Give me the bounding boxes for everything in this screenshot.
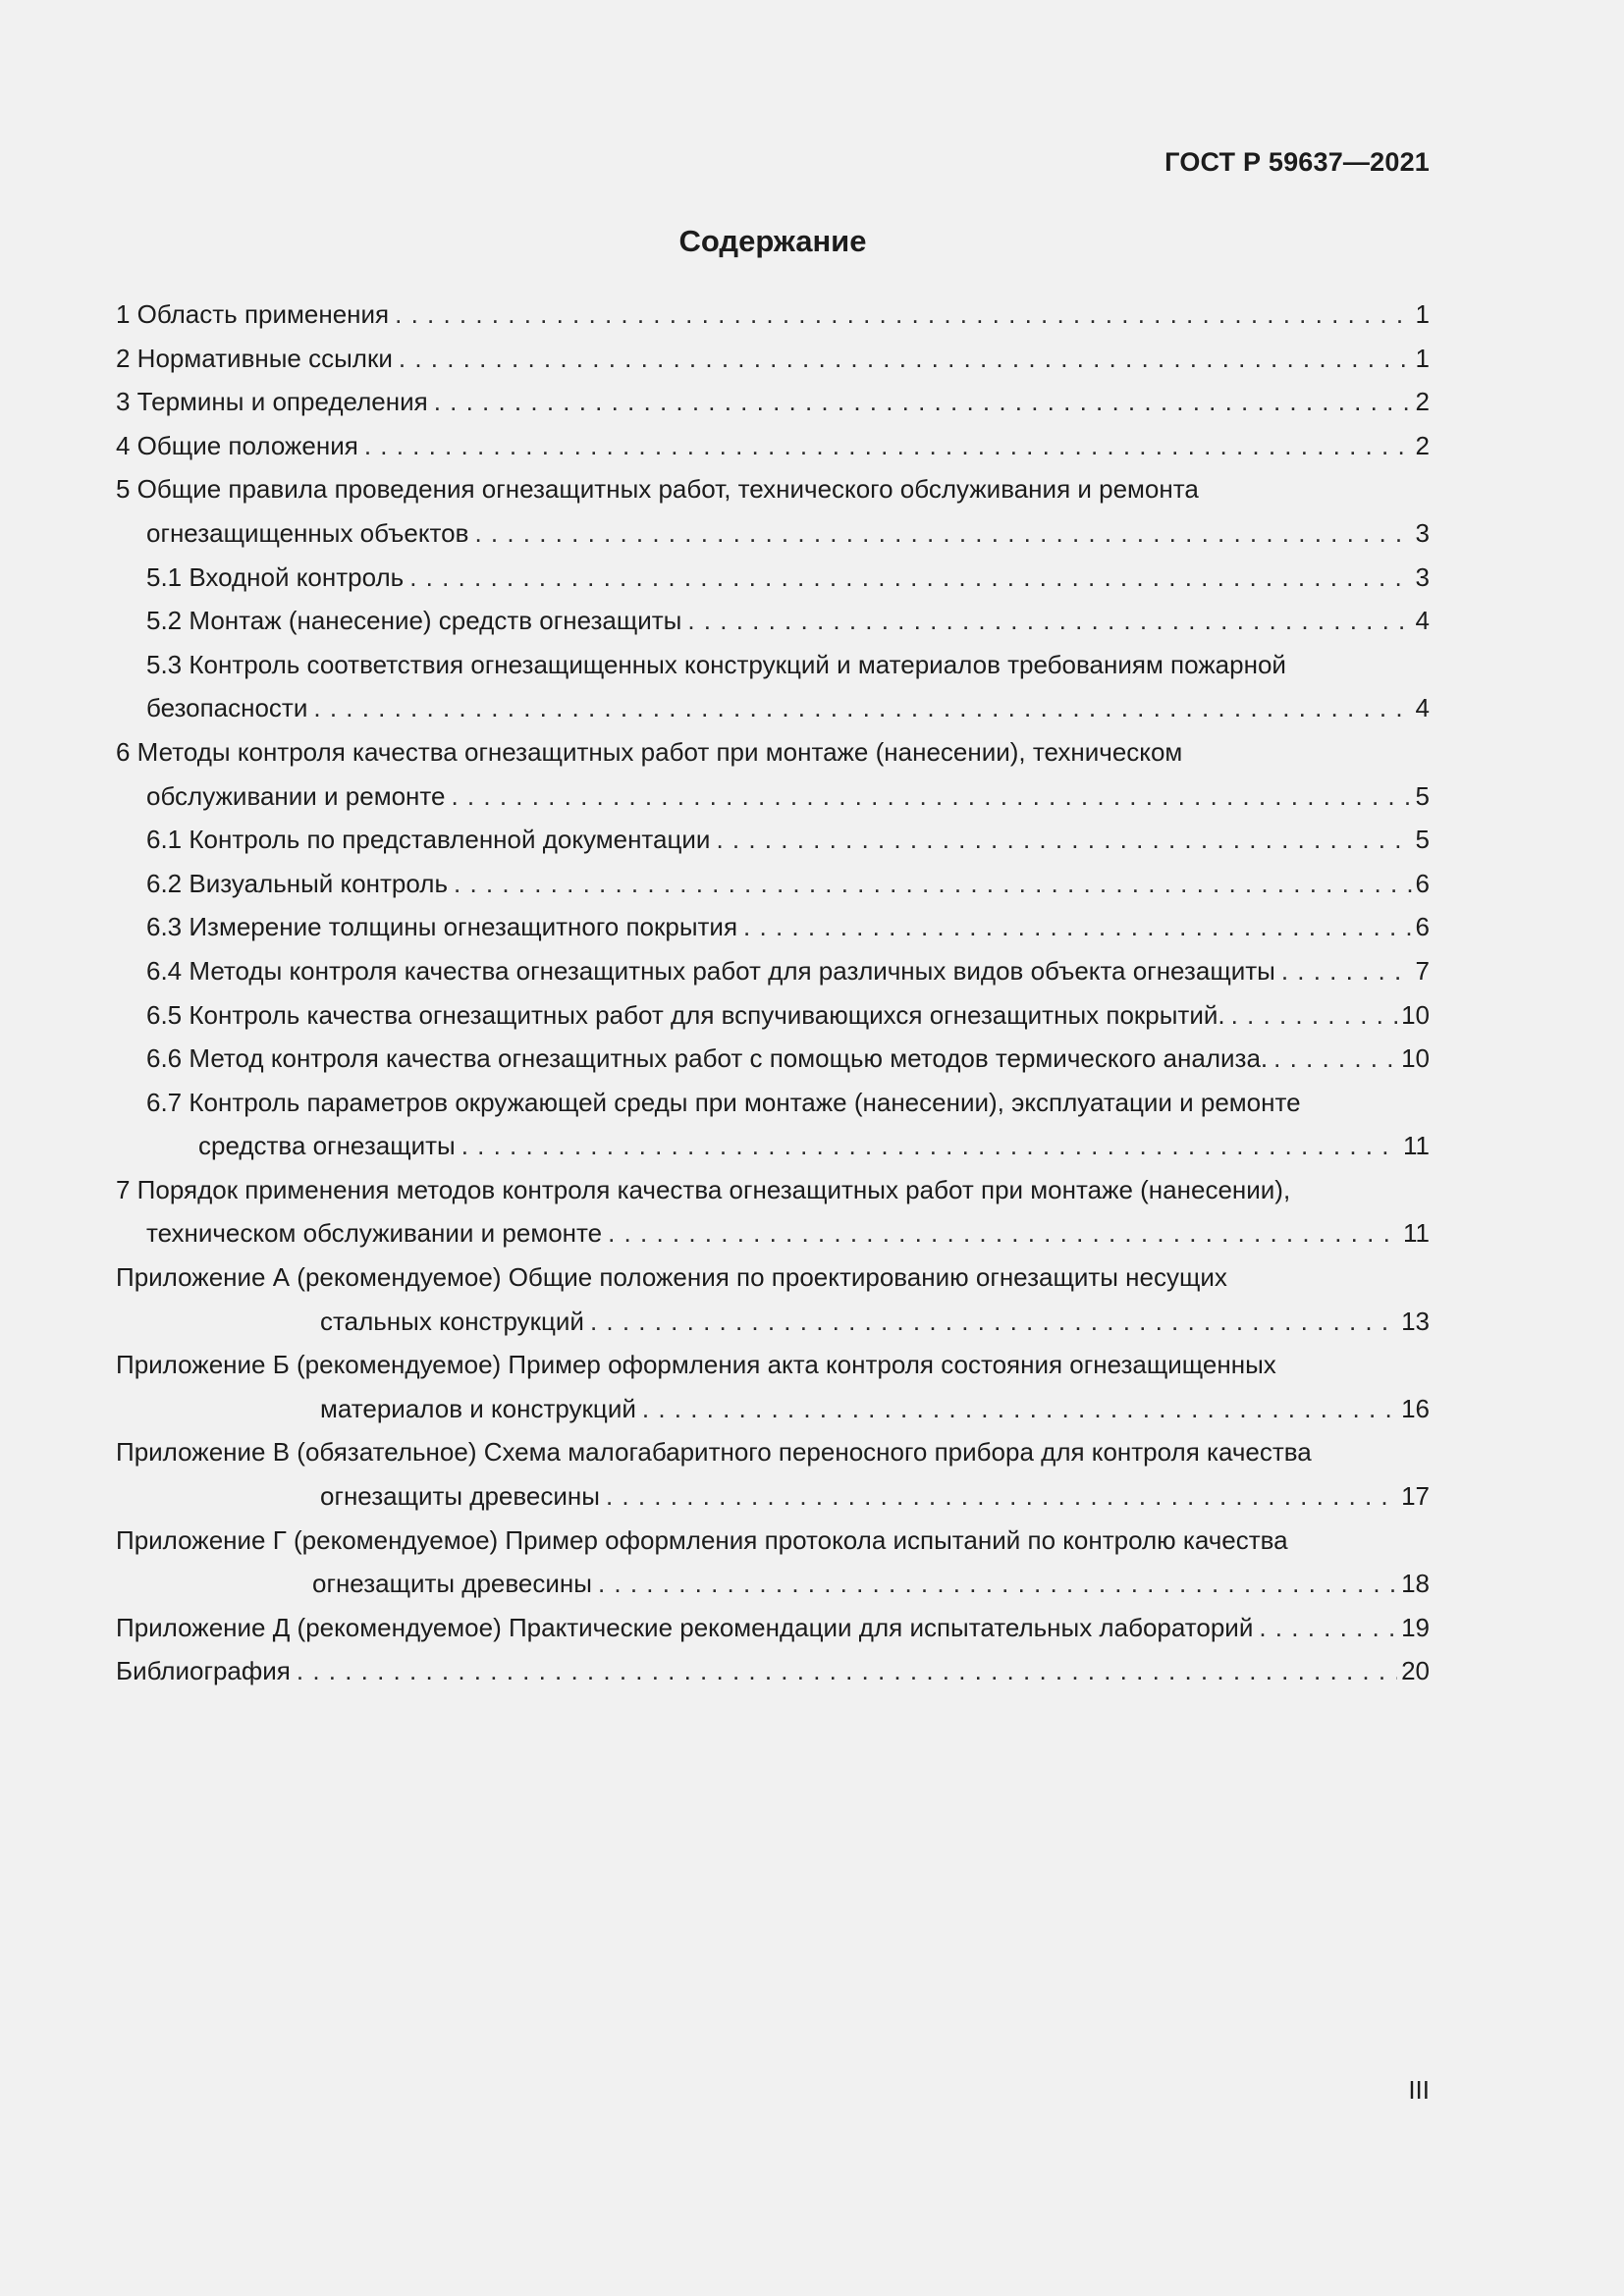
toc-entry-label: безопасности (146, 693, 308, 723)
toc-page-number: 16 (1401, 1393, 1430, 1423)
toc-entry-2[interactable] (116, 337, 1430, 381)
toc-entry-label: материалов и конструкций (320, 1393, 636, 1423)
page-number: III (1408, 2075, 1430, 2105)
toc-entry-label: стальных конструкций (320, 1306, 584, 1336)
toc-entry-5-3-cont[interactable] (116, 686, 1430, 730)
toc-entry-3[interactable] (116, 380, 1430, 424)
toc-leader-dots (1281, 949, 1412, 993)
toc-leader-dots (590, 1300, 1397, 1344)
toc-entry-6-3[interactable] (116, 905, 1430, 949)
toc-leader-dots (461, 1124, 1399, 1168)
toc-entry-label: 6.6 Метод контроля качества огнезащитных работ с помощью методов термического анализа. (146, 1043, 1269, 1074)
toc-entry-5-1[interactable] (116, 556, 1430, 600)
toc-page-number: 2 (1415, 387, 1430, 417)
toc-entry-label: техническом обслуживании и ремонте (146, 1218, 603, 1249)
toc-entry-label: 1 Область применения (116, 299, 390, 329)
toc-entry-label: Приложение Б (рекомендуемое) Пример оформления акта контроля состояния огнезащищенных (116, 1350, 1276, 1380)
toc-entry-label: Библиография (116, 1656, 291, 1686)
toc-page-number: 19 (1401, 1612, 1430, 1642)
toc-entry-label: обслуживании и ремонте (146, 780, 446, 811)
toc-leader-dots (1259, 1606, 1397, 1650)
table-of-contents (116, 293, 1430, 1693)
toc-leader-dots (642, 1387, 1397, 1431)
toc-entry-6-7-cont[interactable] (116, 1124, 1430, 1168)
toc-entry-label: 6.7 Контроль параметров окружающей среды при монтаже (нанесении), эксплуатации и ремонте (146, 1087, 1301, 1117)
toc-page-number: 6 (1415, 868, 1430, 898)
toc-entry-6-6[interactable] (116, 1037, 1430, 1081)
toc-leader-dots (451, 774, 1411, 819)
toc-page-number: 11 (1403, 1218, 1430, 1249)
document-header-id: ГОСТ Р 59637—2021 (1164, 147, 1430, 177)
toc-leader-dots (399, 337, 1412, 381)
toc-entry-5[interactable] (116, 467, 1430, 511)
toc-page-number: 5 (1415, 825, 1430, 855)
toc-entry-label: 6 Методы контроля качества огнезащитных работ при монтаже (нанесении), техническом (116, 736, 1183, 767)
toc-page-number: 2 (1415, 430, 1430, 460)
toc-page-number: 3 (1415, 561, 1430, 592)
toc-entry-label: 5.1 Входной контроль (146, 561, 405, 592)
toc-entry-label: огнезащиты древесины (312, 1569, 592, 1599)
toc-entry-6[interactable] (116, 730, 1430, 774)
toc-entry-label: 6.2 Визуальный контроль (146, 868, 448, 898)
toc-entry-appendix-b[interactable] (116, 1343, 1430, 1387)
toc-entry-6-4[interactable] (116, 949, 1430, 993)
toc-entry-7-cont[interactable] (116, 1211, 1430, 1255)
toc-entry-5-cont[interactable] (116, 511, 1430, 556)
toc-entry-label: 5.3 Контроль соответствия огнезащищенных конструкций и материалов требованиям пожарной (146, 649, 1286, 679)
toc-entry-label: 6.5 Контроль качества огнезащитных работ для вспучивающихся огнезащитных покрытий. (146, 999, 1225, 1030)
toc-entry-appendix-d[interactable] (116, 1606, 1430, 1650)
toc-entry-6-1[interactable] (116, 818, 1430, 862)
toc-leader-dots (1231, 993, 1397, 1038)
toc-leader-dots (454, 862, 1412, 906)
toc-entry-label: 2 Нормативные ссылки (116, 343, 393, 373)
toc-entry-7[interactable] (116, 1168, 1430, 1212)
toc-page-number: 10 (1401, 999, 1430, 1030)
toc-page-number: 13 (1401, 1306, 1430, 1336)
toc-leader-dots (1273, 1037, 1397, 1081)
toc-entry-appendix-v-cont[interactable] (116, 1474, 1430, 1519)
toc-entry-1[interactable] (116, 293, 1430, 337)
toc-entry-6-5[interactable] (116, 993, 1430, 1038)
toc-entry-label: 6.1 Контроль по представленной документации (146, 825, 711, 855)
toc-leader-dots (608, 1211, 1399, 1255)
toc-page-number: 1 (1415, 343, 1430, 373)
toc-page-number: 4 (1415, 693, 1430, 723)
toc-leader-dots (364, 424, 1412, 468)
toc-page-number: 18 (1401, 1569, 1430, 1599)
toc-leader-dots (313, 686, 1411, 730)
toc-leader-dots (395, 293, 1411, 337)
toc-entry-label: Приложение А (рекомендуемое) Общие положения по проектированию огнезащиты несущих (116, 1262, 1227, 1293)
toc-entry-appendix-v[interactable] (116, 1430, 1430, 1474)
toc-entry-label: 4 Общие положения (116, 430, 358, 460)
toc-leader-dots (598, 1562, 1397, 1606)
toc-entry-appendix-b-cont[interactable] (116, 1387, 1430, 1431)
toc-entry-6-cont[interactable] (116, 774, 1430, 819)
toc-entry-appendix-a[interactable] (116, 1255, 1430, 1300)
toc-page-number: 3 (1415, 517, 1430, 548)
toc-leader-dots (687, 599, 1411, 643)
toc-entry-label: огнезащиты древесины (320, 1481, 600, 1512)
toc-entry-label: 5 Общие правила проведения огнезащитных работ, технического обслуживания и ремонта (116, 474, 1199, 505)
toc-entry-label: Приложение Д (рекомендуемое) Практические рекомендации для испытательных лабораторий (116, 1612, 1254, 1642)
toc-page-number: 11 (1403, 1131, 1430, 1161)
page-title: Содержание (678, 224, 867, 258)
toc-entry-appendix-g[interactable] (116, 1519, 1430, 1563)
toc-page-number: 7 (1415, 955, 1430, 986)
toc-entry-bibliography[interactable] (116, 1649, 1430, 1693)
toc-entry-label: 6.4 Методы контроля качества огнезащитных работ для различных видов объекта огнезащиты (146, 955, 1275, 986)
toc-page-number: 17 (1401, 1481, 1430, 1512)
toc-entry-label: 7 Порядок применения методов контроля качества огнезащитных работ при монтаже (нанесении), (116, 1174, 1291, 1204)
toc-page-number: 5 (1415, 780, 1430, 811)
toc-entry-label: огнезащищенных объектов (146, 517, 469, 548)
toc-entry-label: Приложение В (обязательное) Схема малогабаритного переносного прибора для контроля качества (116, 1437, 1312, 1468)
toc-page-number: 1 (1415, 299, 1430, 329)
toc-leader-dots (606, 1474, 1397, 1519)
toc-entry-label: Приложение Г (рекомендуемое) Пример оформления протокола испытаний по контролю качества (116, 1524, 1288, 1555)
toc-entry-label: средства огнезащиты (198, 1131, 456, 1161)
toc-entry-label: 6.3 Измерение толщины огнезащитного покрытия (146, 912, 738, 942)
toc-entry-label: 3 Термины и определения (116, 387, 428, 417)
toc-entry-appendix-a-cont[interactable] (116, 1300, 1430, 1344)
toc-entry-4[interactable] (116, 424, 1430, 468)
toc-entry-appendix-g-cont[interactable] (116, 1562, 1430, 1606)
toc-entry-5-3[interactable] (116, 643, 1430, 687)
toc-page-number: 10 (1401, 1043, 1430, 1074)
toc-page-number: 6 (1415, 912, 1430, 942)
toc-leader-dots (474, 511, 1411, 556)
toc-leader-dots (409, 556, 1411, 600)
toc-entry-label: 5.2 Монтаж (нанесение) средств огнезащиты (146, 606, 682, 636)
toc-page-number: 20 (1401, 1656, 1430, 1686)
toc-leader-dots (434, 380, 1412, 424)
toc-entry-6-2[interactable] (116, 862, 1430, 906)
toc-leader-dots (716, 818, 1411, 862)
toc-page-number: 4 (1415, 606, 1430, 636)
toc-leader-dots (297, 1649, 1397, 1693)
toc-entry-5-2[interactable] (116, 599, 1430, 643)
toc-leader-dots (743, 905, 1411, 949)
toc-entry-6-7[interactable] (116, 1081, 1430, 1125)
